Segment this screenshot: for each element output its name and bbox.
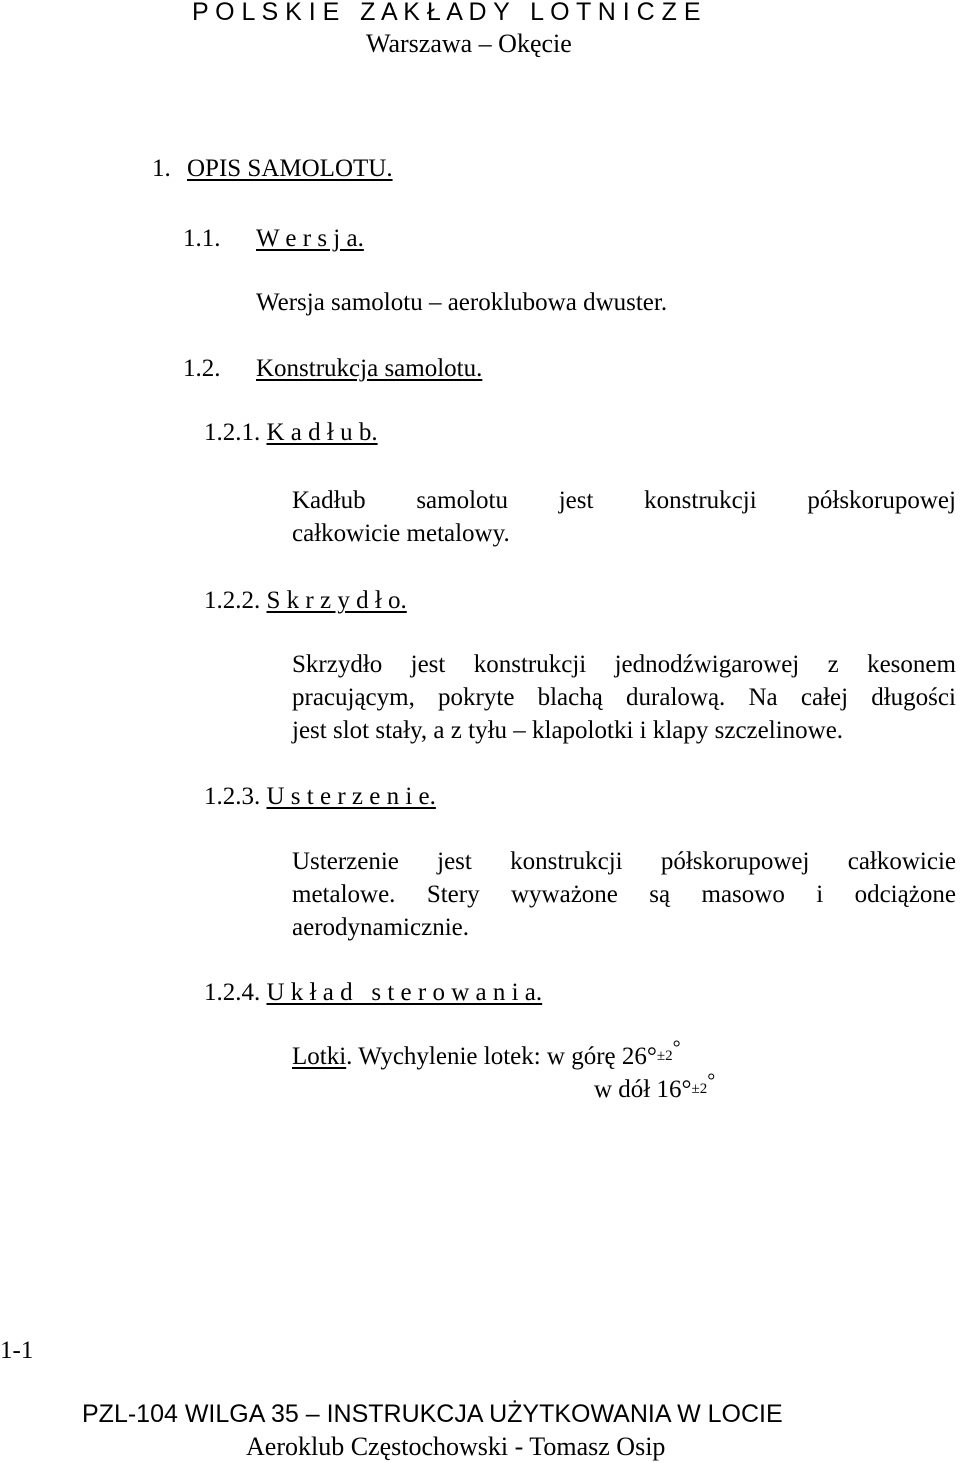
- up-tolerance: ±2: [656, 1048, 673, 1064]
- lotki-text: . Wychylenie lotek: w górę 26: [346, 1043, 647, 1070]
- section-title: S k r z y d ł o.: [266, 587, 407, 614]
- body-line: jest slot stały, a z tyłu – klapolotki i klapy szczelinowe.: [292, 717, 844, 744]
- word: Skrzydło: [292, 651, 383, 678]
- section-1-2-1-heading: [204, 416, 378, 449]
- section-1-2-1-body: [292, 484, 956, 550]
- footer-author: Aeroklub Częstochowski - Tomasz Osip: [246, 1432, 666, 1461]
- degree-symbol: °: [707, 1070, 716, 1092]
- section-1-2-2-body: [292, 648, 956, 747]
- degree-symbol: °: [681, 1076, 692, 1103]
- section-1-2-2-heading: [204, 584, 407, 617]
- section-title: K a d ł u b.: [266, 419, 378, 446]
- section-1-2-4-heading: [204, 976, 542, 1009]
- body-line: [292, 681, 956, 714]
- word: kesonem: [867, 651, 956, 678]
- section-1-1-number: 1.1.: [183, 225, 221, 252]
- word: półskorupowej: [660, 848, 810, 875]
- lotki-label: Lotki: [292, 1043, 347, 1070]
- section-1-heading: [152, 152, 393, 185]
- lotki-line: [292, 1037, 681, 1075]
- down-deflection-line: [594, 1070, 716, 1108]
- section-1-1-title: W e r s j a.: [256, 225, 364, 252]
- body-line: [292, 878, 956, 911]
- section-1-2-3-body: [292, 845, 956, 944]
- word: pokryte: [438, 684, 515, 711]
- word: i: [816, 881, 824, 908]
- body-line: aerodynamicznie.: [292, 914, 469, 941]
- word: Kadłub: [292, 487, 366, 514]
- location-header: Warszawa – Okęcie: [366, 29, 572, 58]
- section-1-2-3-heading: [204, 780, 436, 813]
- section-title: OPIS SAMOLOTU.: [187, 155, 393, 182]
- word: metalowe.: [292, 881, 396, 908]
- degree-symbol: °: [646, 1043, 657, 1070]
- word: pracującym,: [292, 684, 415, 711]
- section-number: 1.2.4.: [204, 979, 261, 1006]
- section-number: 1.2.2.: [204, 587, 261, 614]
- word: jest: [410, 651, 446, 678]
- section-1-2-number: 1.2.: [183, 355, 221, 382]
- page-number: 1-1: [0, 1337, 34, 1364]
- word: Na: [748, 684, 778, 711]
- word: półskorupowej: [807, 487, 956, 514]
- body-line: [292, 845, 956, 878]
- section-number: 1.2.1.: [204, 419, 261, 446]
- down-tolerance: ±2: [691, 1081, 708, 1097]
- word: blachą: [537, 684, 603, 711]
- word: Usterzenie: [292, 848, 399, 875]
- word: konstrukcji: [644, 487, 757, 514]
- word: z: [827, 651, 839, 678]
- section-1-1-text: Wersja samolotu – aeroklubowa dwuster.: [256, 289, 668, 316]
- word: jednodźwigarowej: [614, 651, 800, 678]
- word: całkowicie: [847, 848, 956, 875]
- word: duralową.: [626, 684, 726, 711]
- section-title: U s t e r z e n i e.: [266, 783, 436, 810]
- body-line: [292, 648, 956, 681]
- word: odciążone: [854, 881, 956, 908]
- company-header: P O L S K I E Z A K Ł A D Y L O T N I C Z E: [192, 0, 701, 26]
- degree-symbol: °: [672, 1037, 681, 1059]
- word: długości: [871, 684, 956, 711]
- word: są: [649, 881, 671, 908]
- body-line: [292, 484, 956, 517]
- body-line: całkowicie metalowy.: [292, 520, 510, 547]
- word: jest: [558, 487, 594, 514]
- down-text: w dół 16: [594, 1076, 682, 1103]
- word: Stery: [426, 881, 480, 908]
- word: konstrukcji: [473, 651, 587, 678]
- section-number: 1.: [152, 155, 171, 182]
- section-title: U k ł a d s t e r o w a n i a.: [266, 979, 543, 1006]
- section-number: 1.2.3.: [204, 783, 261, 810]
- word: wyważone: [511, 881, 618, 908]
- word: samolotu: [416, 487, 508, 514]
- word: konstrukcji: [510, 848, 623, 875]
- word: jest: [437, 848, 472, 875]
- word: całej: [800, 684, 849, 711]
- word: masowo: [701, 881, 785, 908]
- footer-title: PZL-104 WILGA 35 – INSTRUKCJA UŻYTKOWANIA W LOCIE: [82, 1400, 783, 1428]
- section-1-2-title: Konstrukcja samolotu.: [256, 355, 483, 382]
